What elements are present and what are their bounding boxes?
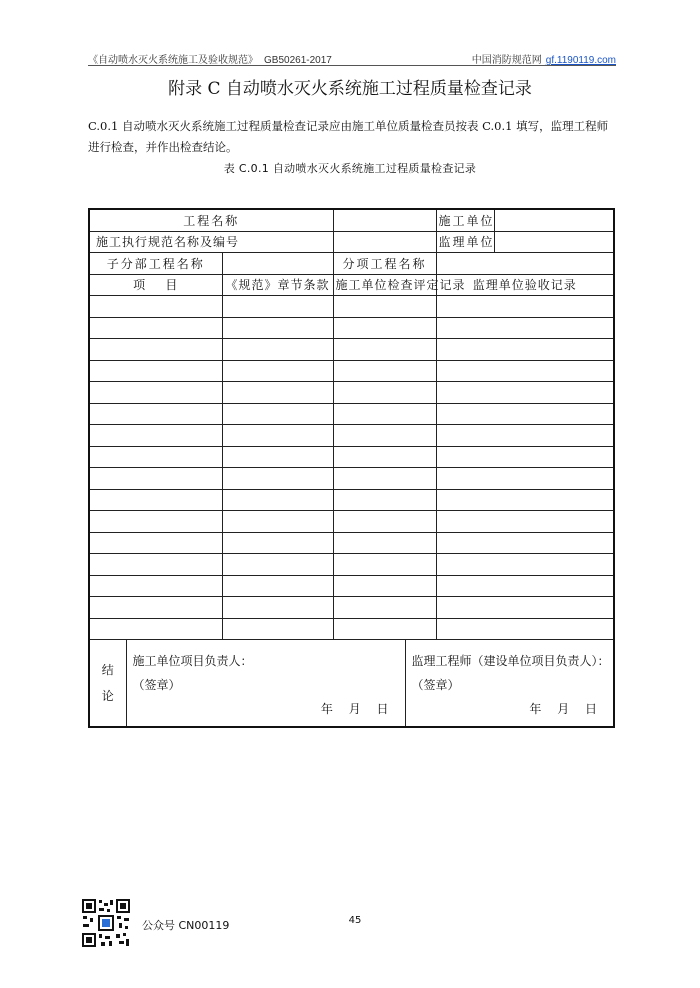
supervision-record-cell[interactable]: [436, 489, 614, 511]
item-cell[interactable]: [89, 554, 222, 576]
item-project-value[interactable]: [436, 253, 614, 275]
supervision-record-cell[interactable]: [436, 425, 614, 447]
clause-cell[interactable]: [222, 446, 333, 468]
table-row: [89, 209, 614, 231]
table-row: [89, 597, 614, 619]
table-row: [89, 446, 614, 468]
clause-cell[interactable]: [222, 360, 333, 382]
supervision-record-cell[interactable]: [436, 597, 614, 619]
supervision-record-cell[interactable]: [436, 403, 614, 425]
clause-cell[interactable]: [222, 489, 333, 511]
running-header-right: [472, 51, 616, 66]
construction-record-cell[interactable]: [333, 597, 436, 619]
supervision-record-cell[interactable]: [436, 532, 614, 554]
supervision-sign-box[interactable]: [405, 640, 614, 728]
sub-project-label: 子分部工程名称: [89, 253, 222, 275]
construction-record-cell[interactable]: [333, 446, 436, 468]
supervision-record-cell[interactable]: [436, 618, 614, 640]
clause-cell[interactable]: [222, 468, 333, 490]
wechat-account: 公众号 CN00119: [142, 919, 230, 932]
construction-record-cell[interactable]: [333, 468, 436, 490]
construction-record-cell[interactable]: [333, 511, 436, 533]
table-row: [89, 468, 614, 490]
table-row: [89, 382, 614, 404]
item-cell[interactable]: [89, 446, 222, 468]
clause-cell[interactable]: [222, 382, 333, 404]
supervision-record-cell[interactable]: [436, 554, 614, 576]
item-cell[interactable]: [89, 382, 222, 404]
supervision-record-cell[interactable]: [436, 296, 614, 318]
item-cell[interactable]: [89, 618, 222, 640]
column-header-row: [89, 274, 614, 296]
clause-cell[interactable]: [222, 618, 333, 640]
qr-code-icon: [81, 898, 131, 948]
supervision-unit-value[interactable]: [494, 231, 614, 253]
item-cell[interactable]: [89, 575, 222, 597]
supervision-signer-label: 监理工程师（建设单位项目负责人）：: [411, 654, 610, 668]
book-title: 《自动喷水灭火系统施工及验收规范》: [88, 55, 258, 66]
body-paragraph: C.0.1 自动喷水灭火系统施工过程质量检查记录应由施工单位质量检查员按表 C.0.1 填写，监理工程师进行检查，并作出检查结论。: [88, 119, 609, 154]
supervision-record-cell[interactable]: [436, 511, 614, 533]
construction-record-cell[interactable]: [333, 489, 436, 511]
standard-name-value[interactable]: [333, 231, 436, 253]
table-row: [89, 532, 614, 554]
item-cell[interactable]: [89, 597, 222, 619]
clause-cell[interactable]: [222, 597, 333, 619]
supervision-date-label: 年 月 日: [529, 702, 604, 716]
conclusion-row: [89, 640, 614, 728]
supervision-record-cell[interactable]: [436, 575, 614, 597]
table-row: [89, 296, 614, 318]
item-cell[interactable]: [89, 339, 222, 361]
construction-date-label: 年 月 日: [320, 702, 395, 716]
table-caption: 表 C.0.1 自动喷水灭火系统施工过程质量检查记录: [223, 162, 477, 175]
col-clause-header: 《规范》章节条款: [222, 274, 333, 296]
table-row: [89, 618, 614, 640]
construction-unit-value[interactable]: [494, 209, 614, 231]
item-cell[interactable]: [89, 425, 222, 447]
construction-sign-box[interactable]: [126, 640, 405, 728]
construction-record-cell[interactable]: [333, 296, 436, 318]
supervision-record-cell[interactable]: [436, 446, 614, 468]
sub-project-value[interactable]: [222, 253, 333, 275]
construction-record-cell[interactable]: [333, 339, 436, 361]
table-row: [89, 231, 614, 253]
clause-cell[interactable]: [222, 554, 333, 576]
item-cell[interactable]: [89, 360, 222, 382]
table-row: [89, 489, 614, 511]
clause-cell[interactable]: [222, 403, 333, 425]
supervision-record-cell[interactable]: [436, 339, 614, 361]
conclusion-char-1: 结: [101, 663, 114, 677]
table-row: [89, 403, 614, 425]
standard-code: GB50261-2017: [264, 55, 332, 66]
page-number: 45: [348, 915, 362, 926]
construction-unit-label: 施工单位: [436, 209, 494, 231]
construction-record-cell[interactable]: [333, 382, 436, 404]
item-cell[interactable]: [89, 296, 222, 318]
table-row: [89, 360, 614, 382]
col-supervision-record-header: 监理单位验收记录: [436, 274, 614, 296]
item-cell[interactable]: [89, 403, 222, 425]
project-name-label: 工程名称: [89, 209, 333, 231]
conclusion-char-2: 论: [101, 689, 114, 703]
supervision-record-cell[interactable]: [436, 317, 614, 339]
site-name: 中国消防规范网: [471, 55, 542, 66]
table-row: [89, 253, 614, 275]
construction-signer-label: 施工单位项目负责人：: [132, 654, 253, 668]
supervision-record-cell[interactable]: [436, 360, 614, 382]
conclusion-label: [89, 640, 126, 728]
inspection-record-table: [88, 208, 615, 728]
item-cell[interactable]: [89, 317, 222, 339]
col-construction-record-header: 施工单位检查评定记录: [333, 274, 436, 296]
table-row: [89, 317, 614, 339]
clause-cell[interactable]: [222, 532, 333, 554]
clause-cell[interactable]: [222, 425, 333, 447]
site-link[interactable]: gf.1190119.com: [545, 55, 616, 66]
construction-record-cell[interactable]: [333, 360, 436, 382]
table-row: [89, 339, 614, 361]
table-row: [89, 425, 614, 447]
clause-cell[interactable]: [222, 575, 333, 597]
supervision-unit-label: 监理单位: [436, 231, 494, 253]
page-title: 附录 C 自动喷水灭火系统施工过程质量检查记录: [168, 79, 532, 99]
construction-record-cell[interactable]: [333, 554, 436, 576]
supervision-seal-label: （签章）: [411, 678, 460, 692]
item-cell[interactable]: [89, 489, 222, 511]
header-rule: [88, 65, 616, 66]
table-row: [89, 554, 614, 576]
clause-cell[interactable]: [222, 511, 333, 533]
standard-name-label: 施工执行规范名称及编号: [89, 231, 333, 253]
col-item-header: 项 目: [89, 274, 222, 296]
construction-record-cell[interactable]: [333, 425, 436, 447]
table-row: [89, 511, 614, 533]
construction-record-cell[interactable]: [333, 618, 436, 640]
item-cell[interactable]: [89, 468, 222, 490]
running-header-left: [88, 51, 332, 66]
clause-cell[interactable]: [222, 296, 333, 318]
supervision-record-cell[interactable]: [436, 382, 614, 404]
item-project-label: 分项工程名称: [333, 253, 436, 275]
construction-record-cell[interactable]: [333, 532, 436, 554]
construction-seal-label: （签章）: [132, 678, 181, 692]
supervision-record-cell[interactable]: [436, 468, 614, 490]
construction-record-cell[interactable]: [333, 575, 436, 597]
clause-cell[interactable]: [222, 339, 333, 361]
clause-cell[interactable]: [222, 317, 333, 339]
construction-record-cell[interactable]: [333, 317, 436, 339]
construction-record-cell[interactable]: [333, 403, 436, 425]
table-row: [89, 575, 614, 597]
item-cell[interactable]: [89, 532, 222, 554]
item-cell[interactable]: [89, 511, 222, 533]
project-name-value[interactable]: [333, 209, 436, 231]
